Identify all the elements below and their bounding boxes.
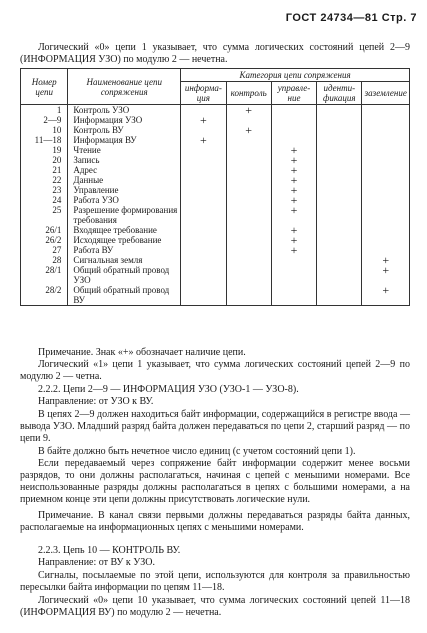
section-2-2-3-title: 2.2.3. Цепь 10 — КОНТРОЛЬ ВУ. <box>38 545 181 556</box>
category-mark <box>317 205 362 225</box>
category-mark: + <box>271 245 316 255</box>
category-mark <box>226 185 271 195</box>
circuit-name: Управление <box>68 185 181 195</box>
category-mark <box>317 165 362 175</box>
category-mark <box>317 105 362 116</box>
category-mark <box>362 195 410 205</box>
category-mark <box>362 115 410 125</box>
category-mark <box>181 185 226 195</box>
table-row <box>21 135 410 145</box>
category-mark <box>226 255 271 265</box>
category-header-1: контроль <box>226 82 271 105</box>
category-mark <box>317 265 362 285</box>
circuit-name: Исходящее требование <box>68 235 181 245</box>
circuit-table <box>20 68 410 306</box>
category-mark <box>226 165 271 175</box>
category-mark: + <box>362 265 410 285</box>
circuit-name: Работа ВУ <box>68 245 181 255</box>
table-row <box>21 175 410 185</box>
section-2-2-2-title: 2.2.2. Цепи 2—9 — ИНФОРМАЦИЯ УЗО (УЗО-1 — УЗО-8). <box>38 384 299 395</box>
category-group-header: Категория цепи сопряжения <box>181 69 410 82</box>
circuit-number: 26/2 <box>21 235 68 245</box>
category-mark <box>181 205 226 225</box>
category-header-3: иденти-фикация <box>317 82 362 105</box>
category-mark <box>317 285 362 306</box>
table-body <box>21 105 410 306</box>
category-mark <box>317 175 362 185</box>
category-mark <box>362 105 410 116</box>
circuit-name: Контроль ВУ <box>68 125 181 135</box>
circuit-name: Разрешение формирования требования <box>68 205 181 225</box>
circuit-number: 23 <box>21 185 68 195</box>
circuit-name: Общий обратный провод УЗО <box>68 265 181 285</box>
category-mark: + <box>271 165 316 175</box>
category-mark: + <box>271 195 316 205</box>
category-mark <box>362 205 410 225</box>
paragraph-logic-zero: Логический «0» цепи 10 указывает, что сумма логических состояний цепей 11—18 (ИНФОРМАЦИЯ ВУ) по модулю 2 — нечетна. <box>20 595 410 618</box>
category-mark <box>271 105 316 116</box>
category-mark <box>226 225 271 235</box>
table-row <box>21 255 410 265</box>
category-mark <box>226 235 271 245</box>
category-mark <box>271 125 316 135</box>
category-mark <box>181 245 226 255</box>
category-mark: + <box>181 135 226 145</box>
category-mark: + <box>271 235 316 245</box>
table-row <box>21 185 410 195</box>
category-mark <box>181 175 226 185</box>
circuit-name: Адрес <box>68 165 181 175</box>
col-name-header: Наименование цепи сопряжения <box>68 69 181 105</box>
circuit-number: 20 <box>21 155 68 165</box>
table-row <box>21 265 410 285</box>
circuit-number: 26/1 <box>21 225 68 235</box>
category-mark <box>317 235 362 245</box>
category-mark: + <box>181 115 226 125</box>
circuit-number: 11—18 <box>21 135 68 145</box>
category-mark <box>271 285 316 306</box>
table-row <box>21 125 410 135</box>
category-mark <box>181 195 226 205</box>
circuit-number: 22 <box>21 175 68 185</box>
category-mark <box>226 265 271 285</box>
category-mark <box>271 265 316 285</box>
category-mark <box>226 175 271 185</box>
category-mark <box>181 165 226 175</box>
category-mark <box>226 155 271 165</box>
circuit-name: Работа УЗО <box>68 195 181 205</box>
category-mark <box>362 135 410 145</box>
table-row <box>21 155 410 165</box>
circuit-name: Информация УЗО <box>68 115 181 125</box>
category-mark <box>226 205 271 225</box>
category-mark <box>317 125 362 135</box>
category-header-4: заземление <box>362 82 410 105</box>
circuit-number: 21 <box>21 165 68 175</box>
circuit-number: 24 <box>21 195 68 205</box>
circuit-name: Чтение <box>68 145 181 155</box>
category-mark <box>362 165 410 175</box>
direction-2-2-3: Направление: от ВУ к УЗО. <box>38 557 155 568</box>
circuit-number: 28 <box>21 255 68 265</box>
circuit-name: Общий обратный провод ВУ <box>68 285 181 306</box>
category-mark <box>181 265 226 285</box>
category-mark: + <box>226 105 271 116</box>
table-row <box>21 245 410 255</box>
category-mark: + <box>271 185 316 195</box>
category-mark: + <box>271 205 316 225</box>
category-mark <box>362 175 410 185</box>
circuit-number: 2—9 <box>21 115 68 125</box>
category-mark: + <box>362 285 410 306</box>
circuit-number: 28/2 <box>21 285 68 306</box>
category-mark <box>226 145 271 155</box>
category-mark <box>317 225 362 235</box>
circuit-number: 1 <box>21 105 68 116</box>
category-mark: + <box>271 175 316 185</box>
category-mark: + <box>271 225 316 235</box>
table-row <box>21 145 410 155</box>
table-row <box>21 115 410 125</box>
category-mark <box>362 125 410 135</box>
circuit-number: 27 <box>21 245 68 255</box>
direction-2-2-2: Направление: от УЗО к ВУ. <box>38 396 154 407</box>
category-header-0: информа-ция <box>181 82 226 105</box>
category-mark <box>362 155 410 165</box>
category-mark: + <box>362 255 410 265</box>
table-row <box>21 165 410 175</box>
category-header-2: управле-ние <box>271 82 316 105</box>
circuit-number: 19 <box>21 145 68 155</box>
category-mark <box>362 145 410 155</box>
paragraph-odd-parity: В байте должно быть нечетное число единиц (с учетом состояний цепи 1). <box>38 446 356 457</box>
category-mark <box>317 145 362 155</box>
note-plus: Примечание. Знак «+» обозначает наличие цепи. <box>38 347 246 358</box>
paragraph-logic-one: Логический «1» цепи 1 указывает, что сумма логических состояний цепей 2—9 по модулю 2 — четна. <box>20 359 410 382</box>
table-row <box>21 195 410 205</box>
category-mark <box>317 155 362 165</box>
circuit-name: Контроль УЗО <box>68 105 181 116</box>
category-mark <box>317 245 362 255</box>
category-mark <box>181 225 226 235</box>
circuit-number: 25 <box>21 205 68 225</box>
category-mark <box>317 135 362 145</box>
category-mark <box>317 185 362 195</box>
category-mark: + <box>226 125 271 135</box>
category-mark <box>362 235 410 245</box>
circuit-name: Данные <box>68 175 181 185</box>
col-number-header: Номер цепи <box>21 69 68 105</box>
category-mark <box>362 185 410 195</box>
circuit-number: 28/1 <box>21 265 68 285</box>
table-row <box>21 235 410 245</box>
category-mark <box>271 115 316 125</box>
table-row <box>21 105 410 116</box>
category-mark <box>362 225 410 235</box>
category-mark <box>226 285 271 306</box>
category-mark: + <box>271 155 316 165</box>
page-header: ГОСТ 24734—81 Стр. 7 <box>285 12 417 24</box>
category-mark <box>181 235 226 245</box>
paragraph-less-bits: Если передаваемый через сопряжение байт информации содержит менее восьми разрядов, то они должны располагаться, начиная с цепей с меньшими номерами. Все неиспользованные разряды должны располагаться в цепях с большими номерами, а на приемном конце эти цепи должны присутствовать логические нули. <box>20 458 410 505</box>
table-row <box>21 285 410 306</box>
category-mark <box>226 245 271 255</box>
category-mark <box>317 255 362 265</box>
paragraph-byte-info: В цепях 2—9 должен находиться байт информации, содержащийся в регистре ввода — вывода УЗО. Младший разряд байта должен передаваться по цепи 2, старший разряд — по цепи 9. <box>20 409 410 444</box>
category-mark <box>317 115 362 125</box>
paragraph-control-signals: Сигналы, посылаемые по этой цепи, используются для контроля за правильностью пересылки байта информации по цепям 11—18. <box>20 570 410 593</box>
category-mark <box>181 285 226 306</box>
category-mark <box>317 195 362 205</box>
intro-paragraph: Логический «0» цепи 1 указывает, что сумма логических состояний цепей 2—9 (ИНФОРМАЦИЯ УЗО) по модулю 2 — нечетна. <box>20 42 410 65</box>
table-row <box>21 205 410 225</box>
category-mark <box>181 255 226 265</box>
category-mark <box>226 195 271 205</box>
table-row <box>21 225 410 235</box>
circuit-number: 10 <box>21 125 68 135</box>
circuit-name: Информация ВУ <box>68 135 181 145</box>
category-mark: + <box>271 145 316 155</box>
circuit-name: Запись <box>68 155 181 165</box>
note-transfer-order: Примечание. В канал связи первыми должны передаваться разряды байта данных, располагаемые на информационных цепях с меньшими номерами. <box>20 510 410 533</box>
category-mark <box>181 155 226 165</box>
circuit-name: Входящее требование <box>68 225 181 235</box>
circuit-name: Сигнальная земля <box>68 255 181 265</box>
